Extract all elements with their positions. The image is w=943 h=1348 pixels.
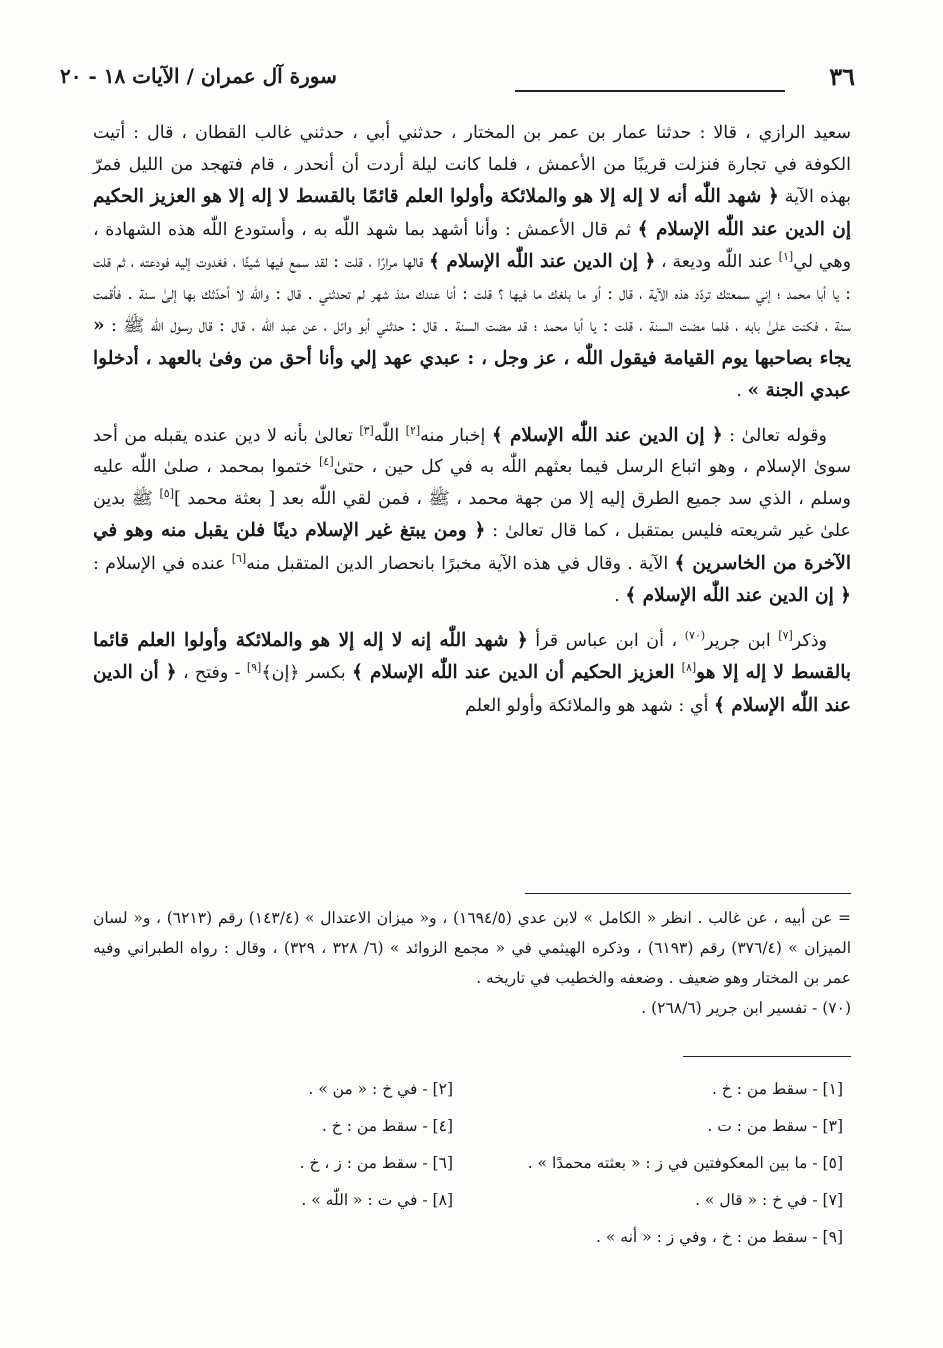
quran-verse: ﴿ ومن يبتغ غير الإسلام دينًا فلن يقبل منه وهو في الآخرة من الخاسرين ﴾	[93, 520, 851, 574]
footnotes	[93, 903, 851, 1023]
text-run: بكسر ﴿إن﴾	[261, 663, 352, 683]
page-number: ٣٦	[829, 62, 855, 91]
quran-verse: ﴿ أن الدين عند اللّٰه الإسلام ﴾	[93, 662, 851, 716]
footnote-marker[interactable]: [٥]	[159, 486, 174, 500]
footnote-marker[interactable]: [٧]	[778, 628, 793, 642]
text-run: ختموا بمحمد ، صلىٰ اللّٰه عليه وسلم ، الذي سد جميع الطرق إليه إلا من جهة محمد ، ﷺ ، فمن لقي اللّٰه بعد [ بعثة محمد ]	[93, 457, 851, 509]
variant-note: [٢] - في خ : « من » .	[308, 1079, 453, 1098]
main-text	[93, 118, 851, 722]
text-run: أي : شهد هو والملائكة وأولو العلم	[465, 695, 714, 716]
footnote-marker[interactable]: [٣]	[359, 423, 374, 437]
footnote-marker[interactable]: [٨]	[681, 661, 697, 675]
text-run: عند اللّٰه وديعة ،	[655, 252, 779, 272]
header-rule	[515, 90, 785, 92]
page-header	[60, 62, 855, 102]
footnote-marker[interactable]: [٢]	[405, 423, 421, 437]
variant-note: [٣] - سقط من : ت .	[707, 1116, 843, 1135]
variant-row	[163, 1107, 843, 1144]
variant-row	[163, 1181, 843, 1218]
text-run: سعيد الرازي ، قالا : حدثنا عمار بن عمر بن المختار ، حدثني أبي ، حدثني غالب القطان ، قال : أتيت الكوفة في تجارة فنزلت قريبًا من الأعمش ، فلما كانت ليلة أردت أن أنحدر ، قام فتهجد من الليل فمرّ بهذه الآية	[93, 123, 851, 207]
text-run: إخبار منه	[420, 425, 492, 446]
footnote-marker[interactable]: [٦]	[231, 551, 247, 565]
variant-note: [٤] - سقط من : خ .	[321, 1116, 453, 1135]
quran-verse: ﴿ شهد اللّٰه إنه لا إله إلا هو والملائكة وأولوا العلم قائما بالقسط لا إله إلا هو	[93, 629, 851, 683]
footnote-marker[interactable]: [١]	[778, 250, 794, 264]
text-run: اللّٰه	[373, 425, 406, 446]
paragraph-1	[93, 118, 851, 408]
variants-divider	[683, 1056, 851, 1057]
text-run: ثم قال الأعمش : وأنا أشهد بما شهد اللّٰه به ، وأستودع اللّٰه هذه الشهادة ، وهي لي	[93, 219, 852, 272]
variant-note: [٧] - في خ : « قال » .	[695, 1190, 843, 1209]
footnote-marker[interactable]: [٩]	[246, 661, 262, 675]
text-run: قالها مرارًا ، قلت : لقد سمع فيها شيئًا ، فغدوت إليه فودعته ، ثم قلت : يا أبا محمد ؛ إني سمعتك تردّد هذه الآية ، قال : أو ما بلغك ما فيها ؟ قلت : أنا عندك منذ شهر لم تحدثني . قال : واللّٰه لا أحدّثك بها إلىٰ سنة . فأقمت سنة ، فكنت علىٰ بابه ، فلما مضت السنة ، قلت : يا أبا محمد ؛ قد مضت السنة . قال : حدثني أبو وائل ، عن عبد اللّٰه ، قال : قال رسول اللّٰه ﷺ :	[93, 252, 851, 336]
variant-note: [٦] - سقط من : ز ، خ .	[299, 1153, 453, 1172]
footnote-70: (٧٠) - تفسير ابن جرير (٢٦٨/٦) .	[641, 999, 851, 1017]
quran-verse: ﴿ إن الدين عند اللّٰه الإسلام ﴾	[429, 251, 656, 272]
text-run: .	[736, 381, 748, 401]
running-title: سورة آل عمران / الآيات ١٨ - ٢٠	[60, 64, 337, 88]
variant-note: [٩] - سقط من : خ ، وفي ز : « أنه » .	[596, 1227, 843, 1246]
paragraph-3	[93, 625, 851, 723]
text-run: الآية . وقال في هذه الآية مخبرًا بانحصار الدين المتقبل منه	[246, 553, 675, 574]
quran-verse: ﴿ إن الدين عند اللّٰه الإسلام ﴾	[491, 424, 723, 446]
text-run: ابن جرير	[705, 630, 779, 651]
quran-verse: العزيز الحكيم أن الدين عند اللّٰه الإسلام ﴾	[351, 662, 682, 683]
variant-row	[163, 1218, 843, 1255]
quran-verse: ﴿ إن الدين عند اللّٰه الإسلام ﴾	[625, 585, 851, 606]
text-run: .	[614, 586, 626, 606]
text-run: وذكر	[792, 630, 828, 651]
text-run: - وفتح ،	[176, 663, 247, 683]
variant-note: [٨] - في ت : « اللّٰه » .	[301, 1190, 453, 1209]
quran-verse: ﴿ شهد اللّٰه أنه لا إله إلا هو والملائكة وأولوا العلم قائمًا بالقسط لا إله إلا هو العزيز الحكيم إن الدين عند اللّٰه الإسلام ﴾	[93, 186, 852, 240]
text-run: تعالىٰ بأنه لا دين عنده يقبله من أحد سوىٰ الإسلام ، وهو اتباع الرسل فيما بعثهم اللّٰه به في كل حين ، حتىٰ	[93, 425, 851, 477]
text-run: وقوله تعالىٰ :	[722, 425, 828, 446]
text-run: ﷺ بدين علىٰ غير شريعته فليس بمتقبل ، كما قال تعالىٰ :	[93, 488, 851, 541]
footnote-marker[interactable]: (٧٠)	[684, 628, 706, 642]
variant-note: [١] - سقط من : خ .	[711, 1079, 843, 1098]
variant-row	[163, 1144, 843, 1181]
manuscript-variants	[163, 1070, 843, 1255]
footnote-divider	[525, 893, 851, 894]
paragraph-2	[93, 420, 851, 613]
variant-row	[163, 1070, 843, 1107]
variant-note: [٥] - ما بين المعكوفتين في ز : « بعثته محمدًا » .	[527, 1153, 843, 1172]
hadith-quote: « يجاء بصاحبها يوم القيامة فيقول اللّٰه ، عز وجل ، : عبدي عهد إلي وأنا أحق من وفىٰ بالعهد ، أدخلوا عبدي الجنة »	[93, 315, 851, 401]
text-run: عنده في الإسلام :	[93, 553, 232, 574]
footnote-marker[interactable]: [٤]	[319, 455, 334, 469]
footnote-continuation: = عن أبيه ، عن غالب . انظر « الكامل » لابن عدي (١٦٩٤/٥) ، و« ميزان الاعتدال » (١٤٣/٤) رقم (٦٢١٣) ، و« لسان الميزان » (٣٧٦/٤) رقم (٦١٩٣) ، وذكره الهيثمي في « مجمع الزوائد » (٦/ ٣٢٨ ، ٣٢٩) ، وقال : رواه الطبراني وفيه عمر بن المختار وهو ضعيف . وضعفه والخطيب في تاريخه .	[93, 909, 851, 987]
text-run: ، أن ابن عباس قرأ	[527, 630, 685, 651]
